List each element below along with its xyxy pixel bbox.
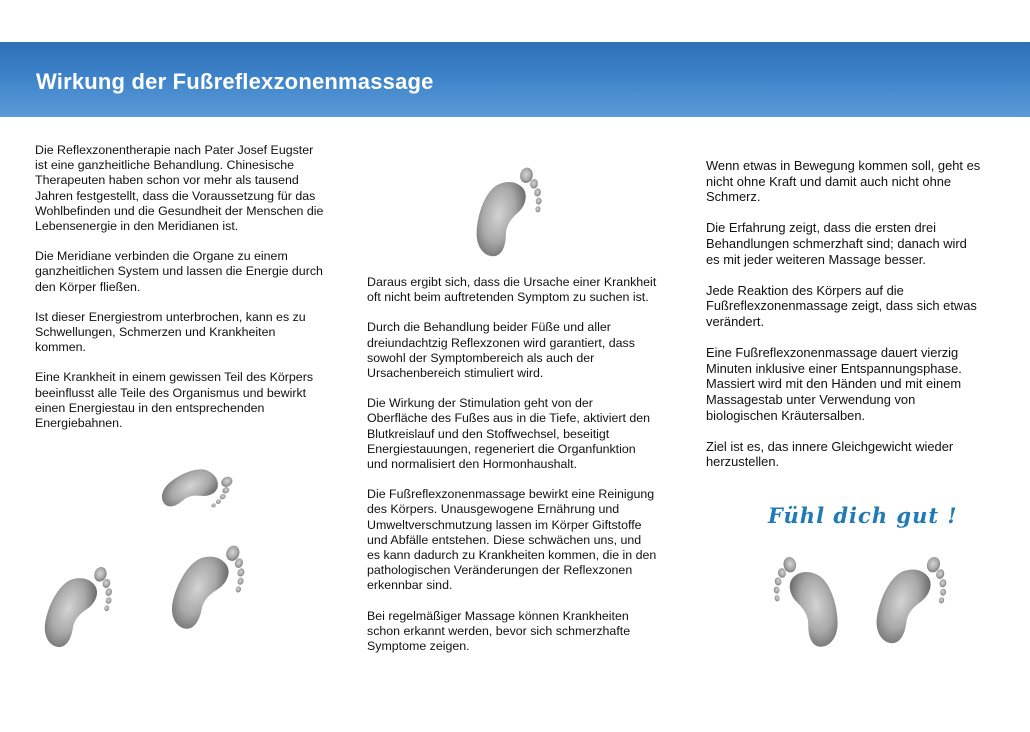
paragraph: Daraus ergibt sich, dass die Ursache einer Krankheit oft nicht beim auftretenden Symptom zu suchen ist.: [367, 275, 657, 305]
paragraph: Ist dieser Energiestrom unterbrochen, kann es zu Schwellungen, Schmerzen und Krankheiten kommen.: [35, 309, 306, 355]
slogan: Fühl dich gut !: [768, 503, 958, 528]
text-column-1: [35, 143, 340, 446]
footprint-icon: [166, 532, 252, 640]
footprint-icon: [36, 555, 122, 657]
paragraph: Eine Krankheit in einem gewissen Teil des Körpers beeinflusst alle Teile des Organismus und bewirkt einen Energiestau in den entsprechenden Energiebahnen.: [35, 370, 314, 431]
page-title: Wirkung der Fußreflexzonenmassage: [36, 69, 434, 94]
paragraph: Die Reflexzonentherapie nach Pater Josef Eugster ist eine ganzheitliche Behandlung. Chinesische Therapeuten haben schon vor mehr als tausend Jahren festgestellt, dass die Voraussetzung für das Wohlbefinden und die Gesundheit der Menschen die Lebensenergie in den Meridianen ist.: [35, 143, 324, 234]
paragraph: Wenn etwas in Bewegung kommen soll, geht es nicht ohne Kraft und damit auch nicht ohne Schmerz.: [706, 158, 981, 205]
text-column-2: [367, 275, 672, 669]
footprint-icon: [466, 158, 552, 264]
paragraph: Durch die Behandlung beider Füße und aller dreiundachtzig Reflexzonen wird garantiert, dass sowohl der Symptombereich als auch der Ursachenbereich stimuliert wird.: [367, 320, 635, 381]
paragraph: Bei regelmäßiger Massage können Krankheiten schon erkannt werden, bevor sich schmerzhafte Symptome zeigen.: [367, 608, 631, 654]
paragraph: Die Fußreflexzonenmassage bewirkt eine Reinigung des Körpers. Unausgewogene Ernährung und Umweltverschmutzung lassen im Körper Giftstoffe und Abfälle entstehen. Diese schwächen uns, und es kann dadurch zu Krankheiten kommen, die in den pathologischen Veränderungen der Reflexzonen erkennbar sind.: [367, 487, 657, 593]
footprint-icon: [764, 548, 848, 654]
text-column-3: [706, 158, 996, 485]
paragraph: Die Meridiane verbinden die Organe zu einem ganzheitlichen System und lassen die Energie durch den Körper fließen.: [35, 249, 323, 294]
header-banner: [0, 42, 1030, 117]
paragraph: Eine Fußreflexzonenmassage dauert vierzig Minuten inklusive einer Entspannungsphase. Massiert wird mit den Händen und mit einem Massagestab unter Verwendung von biologischen Kräutersalben.: [706, 345, 962, 423]
footprint-icon: [870, 545, 954, 653]
paragraph: Jede Reaktion des Körpers auf die Fußreflexzonenmassage zeigt, dass sich etwas verändert.: [706, 282, 977, 329]
paragraph: Die Wirkung der Stimulation geht von der Oberfläche des Fußes aus in die Tiefe, aktiviert den Blutkreislauf und den Stoffwechsel, beseitigt Energiestauungen, regeneriert die Organfunktion und normalisiert den Hormonhaushalt.: [367, 396, 651, 472]
paragraph: Ziel ist es, das innere Gleichgewicht wieder herzustellen.: [706, 438, 954, 470]
paragraph: Die Erfahrung zeigt, dass die ersten drei Behandlungen schmerzhaft sind; danach wird es mit jeder weiteren Massage besser.: [706, 220, 967, 267]
footprint-icon: [142, 450, 254, 530]
